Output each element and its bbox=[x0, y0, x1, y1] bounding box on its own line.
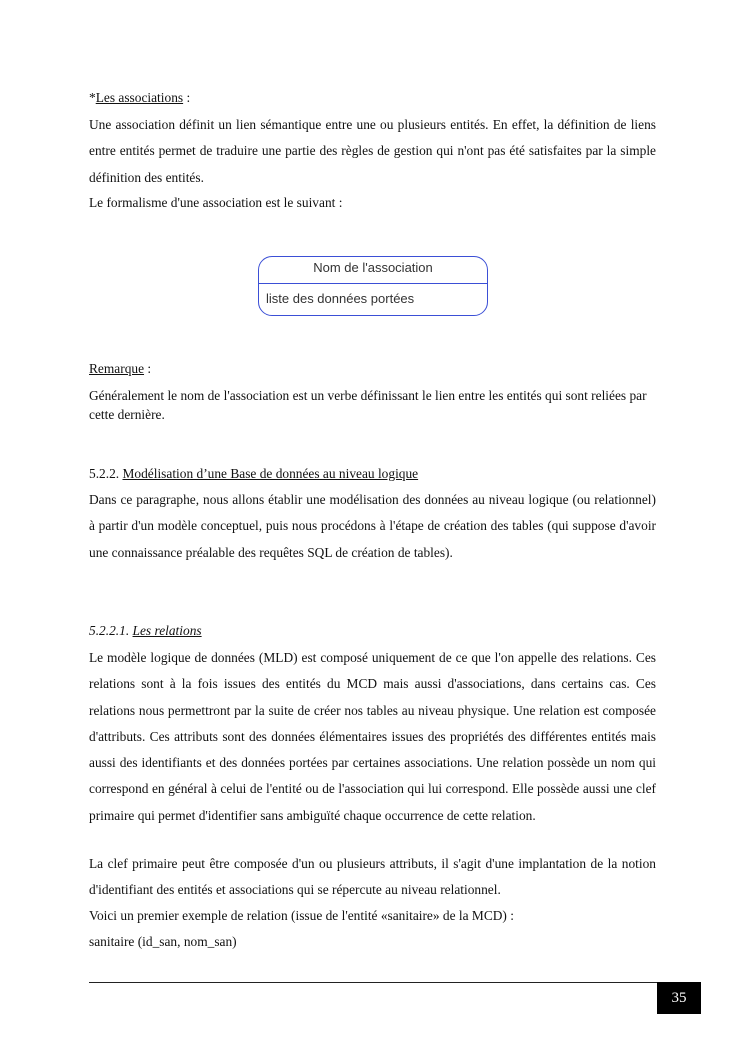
formalism-line: Le formalisme d'une association est le suivant : bbox=[89, 195, 343, 210]
section-5221-title: Les relations bbox=[132, 623, 202, 638]
remark-heading bbox=[89, 356, 656, 382]
section-522-number: 5.2.2. bbox=[89, 466, 123, 481]
remark-heading-suffix: : bbox=[144, 361, 152, 376]
section-522-heading bbox=[89, 461, 656, 487]
example-intro: Voici un premier exemple de relation (issue de l'entité «sanitaire» de la MCD) : bbox=[89, 908, 514, 923]
section-5221-number: 5.2.2.1. bbox=[89, 623, 133, 638]
section-5221-paragraph-2: La clef primaire peut être composée d'un ou plusieurs attributs, il s'agit d'une implantation de la notion d'identifiant des entités et associations qui se répercute au niveau relationnel. bbox=[89, 856, 656, 898]
association-diagram bbox=[258, 256, 488, 316]
associations-heading-text: Les associations bbox=[95, 90, 184, 105]
association-name-box: Nom de l'association bbox=[259, 257, 487, 284]
section-5221-paragraph-1: Le modèle logique de données (MLD) est composé uniquement de ce que l'on appelle des relations. Ces relations sont à la fois issues des entités du MCD mais aussi d'associations, dans certains cas. Ces relations nous permettront par la suite de créer nos tables au niveau physique. Une relation est composée d'attributs. Ces attributs sont des données élémentaires issues des propriétés des différentes entités mais aussi des identifiants et des données portées par certaines associations. Une relation possède un nom qui correspond en général à celui de l'entité ou de l'association qui lui correspond. Elle possède aussi une clef primaire qui permet d'identifier sans ambiguïté chaque occurrence de cette relation. bbox=[89, 650, 656, 823]
relation-example: sanitaire (id_san, nom_san) bbox=[89, 934, 237, 949]
page-number: 35 bbox=[657, 982, 701, 1014]
association-data-box: liste des données portées bbox=[266, 291, 415, 306]
footer-divider bbox=[89, 982, 701, 983]
associations-paragraph: Une association définit un lien sémantique entre une ou plusieurs entités. En effet, la définition de liens entre entités permet de traduire une partie des règles de gestion qui n'ont pas été satisfaites par la simple définition des entités. bbox=[89, 117, 656, 185]
heading-suffix: : bbox=[183, 90, 191, 105]
section-522-title: Modélisation d’une Base de données au niveau logique bbox=[122, 466, 419, 481]
remark-text: Généralement le nom de l'association est un verbe définissant le lien entre les entités qui sont reliées par cette dernière. bbox=[89, 388, 647, 422]
associations-heading bbox=[89, 85, 656, 111]
heading-prefix: * bbox=[89, 90, 96, 105]
remark-heading-text: Remarque bbox=[89, 361, 145, 376]
section-5221-heading bbox=[89, 618, 656, 644]
section-522-paragraph: Dans ce paragraphe, nous allons établir une modélisation des données au niveau logique (ou relationnel) à partir d'un modèle conceptuel, puis nous procédons à l'étape de création des tables (qui suppose d'avoir une connaissance préalable des requêtes SQL de création de tables). bbox=[89, 492, 656, 560]
